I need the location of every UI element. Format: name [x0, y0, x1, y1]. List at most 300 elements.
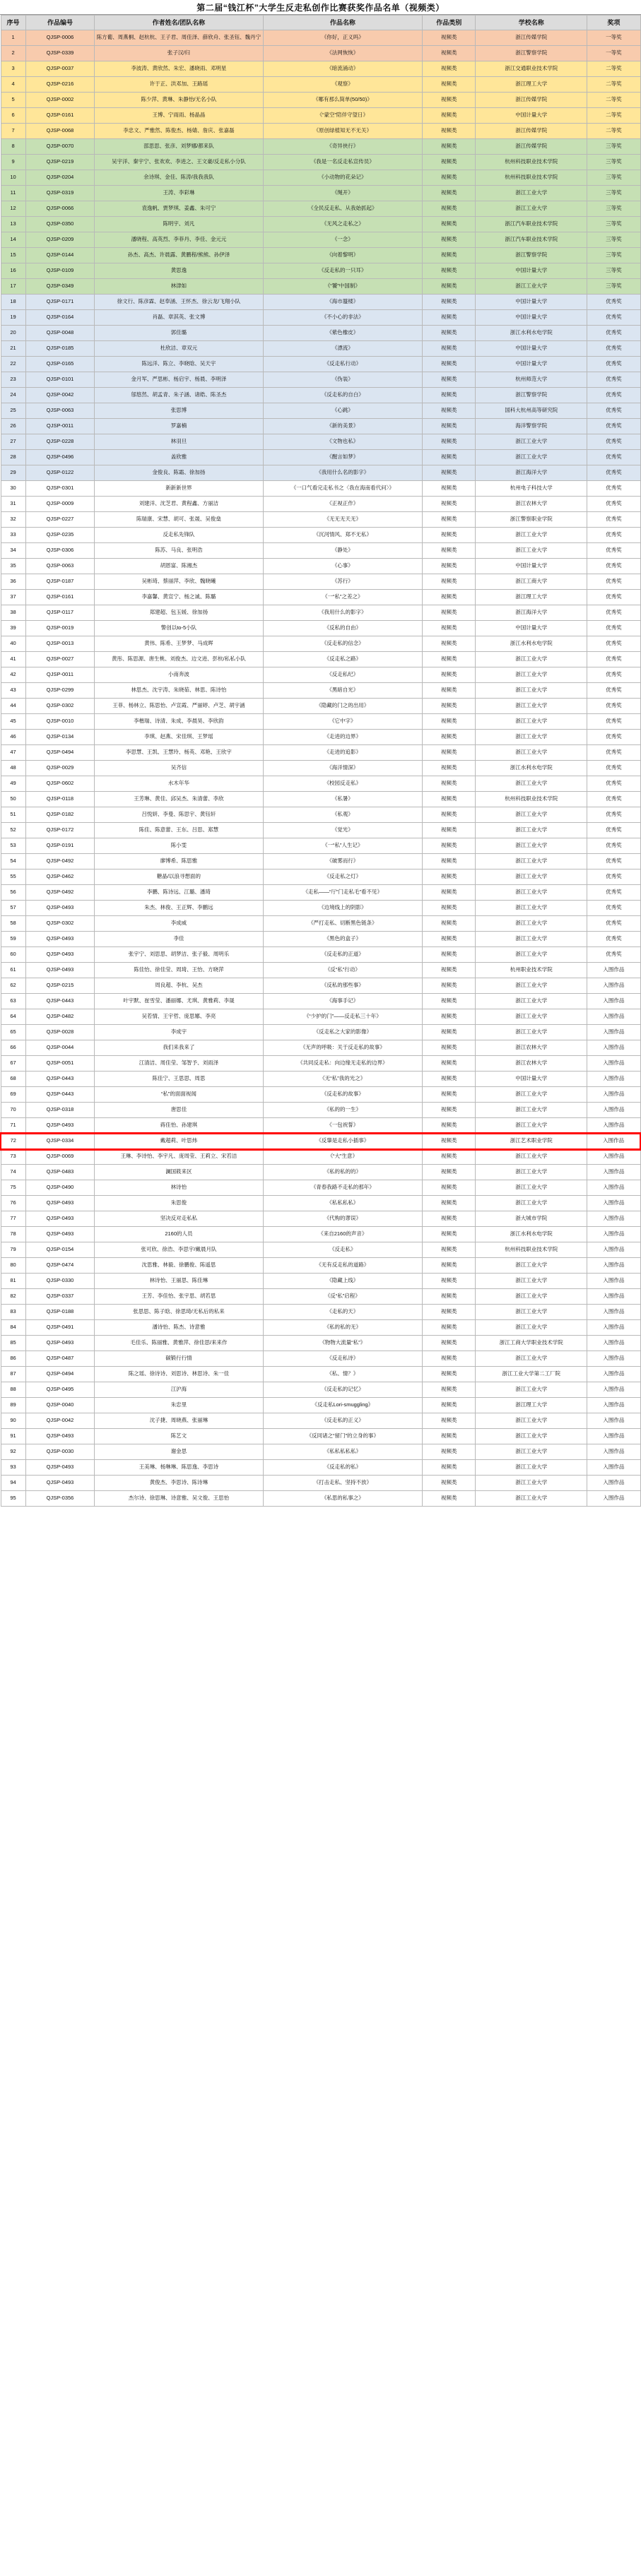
cell-seq: 82: [1, 1289, 25, 1305]
cell-school: 杭州科技职业技术学院: [476, 1242, 587, 1258]
cell-category: 视频类: [423, 1087, 476, 1103]
cell-school: 浙江水利水电学院: [476, 636, 587, 652]
cell-school: 浙江工业大学: [476, 1165, 587, 1180]
cell-authors: 廖博希、陈思雅: [95, 854, 263, 869]
cell-work: 《“大”生意》: [263, 1149, 423, 1165]
cell-authors: 陈佳、陈意蕾、王东、吕思、郑慧: [95, 823, 263, 838]
table-row: [1, 512, 640, 528]
cell-work: 《我是一名反走私宣传员》: [263, 155, 423, 170]
cell-code: QJSP-0302: [25, 699, 95, 714]
cell-category: 视频类: [423, 279, 476, 295]
cell-work: 《私的的一生》: [263, 1103, 423, 1118]
table-row: [1, 1305, 640, 1320]
table-row: [1, 139, 640, 155]
cell-award: 入围作品: [587, 1087, 640, 1103]
cell-authors: 蒋佳怡、孙建琪: [95, 1118, 263, 1134]
cell-seq: 49: [1, 776, 25, 792]
cell-work: 《无风之走私之》: [263, 217, 423, 232]
cell-work: 《法网恢恢》: [263, 46, 423, 61]
table-row: [1, 590, 640, 605]
cell-seq: 64: [1, 1009, 25, 1025]
cell-code: QJSP-0109: [25, 263, 95, 279]
cell-code: QJSP-0144: [25, 248, 95, 263]
table-row: [1, 901, 640, 916]
cell-category: 视频类: [423, 341, 476, 357]
cell-category: 视频类: [423, 481, 476, 497]
cell-work: 《奇异侠行》: [263, 139, 423, 155]
cell-seq: 52: [1, 823, 25, 838]
cell-authors: 朱忠里: [95, 1398, 263, 1413]
cell-work: 《无有反走私的道路》: [263, 1258, 423, 1274]
cell-award: 入围作品: [587, 1056, 640, 1072]
cell-category: 视频类: [423, 139, 476, 155]
cell-school: 浙江工业大学: [476, 543, 587, 559]
cell-work: 《反私的那些事》: [263, 978, 423, 994]
cell-school: 浙江工业大学: [476, 1320, 587, 1336]
cell-school: 浙江工业大学: [476, 1460, 587, 1476]
table-header-row: [1, 16, 640, 30]
cell-work: 《反走私行动》: [263, 357, 423, 372]
cell-category: 视频类: [423, 201, 476, 217]
cell-code: QJSP-0042: [25, 1413, 95, 1429]
cell-work: 《我用什么的影字》: [263, 605, 423, 621]
cell-category: 视频类: [423, 1382, 476, 1398]
cell-award: 优秀奖: [587, 357, 640, 372]
cell-school: 浙江工业大学: [476, 854, 587, 869]
cell-code: QJSP-0011: [25, 667, 95, 683]
cell-category: 视频类: [423, 792, 476, 807]
cell-school: 浙江工业大学: [476, 932, 587, 947]
cell-code: QJSP-0048: [25, 326, 95, 341]
table-row: [1, 932, 640, 947]
cell-award: 优秀奖: [587, 543, 640, 559]
table-row: [1, 1087, 640, 1103]
cell-code: QJSP-0301: [25, 481, 95, 497]
cell-category: 视频类: [423, 1305, 476, 1320]
cell-work: 《反同诸之“留门”的立身的事》: [263, 1429, 423, 1444]
cell-award: 入围作品: [587, 1320, 640, 1336]
col-header-school: 学校名称: [476, 16, 587, 30]
cell-seq: 88: [1, 1382, 25, 1398]
cell-code: QJSP-0216: [25, 77, 95, 93]
table-row: [1, 1320, 640, 1336]
cell-category: 视频类: [423, 776, 476, 792]
cell-award: 优秀奖: [587, 341, 640, 357]
cell-code: QJSP-0339: [25, 46, 95, 61]
cell-authors: 吴若情、王宇哲、庞思娜、李亮: [95, 1009, 263, 1025]
cell-code: QJSP-0028: [25, 1025, 95, 1040]
cell-code: QJSP-0493: [25, 1336, 95, 1351]
cell-seq: 53: [1, 838, 25, 854]
cell-seq: 32: [1, 512, 25, 528]
cell-category: 视频类: [423, 326, 476, 341]
cell-authors: 李成威: [95, 916, 263, 932]
cell-award: 入围作品: [587, 1413, 640, 1429]
cell-award: 入围作品: [587, 1351, 640, 1367]
cell-authors: 警创以to-5小队: [95, 621, 263, 636]
cell-school: 浙江工业大学: [476, 730, 587, 745]
cell-award: 三等奖: [587, 232, 640, 248]
cell-seq: 16: [1, 263, 25, 279]
cell-seq: 84: [1, 1320, 25, 1336]
cell-award: 优秀奖: [587, 932, 640, 947]
cell-award: 优秀奖: [587, 885, 640, 901]
table-row: [1, 93, 640, 108]
cell-work: 《全民反走私、从我始抓起》: [263, 201, 423, 217]
cell-award: 优秀奖: [587, 372, 640, 388]
cell-award: 入围作品: [587, 1274, 640, 1289]
cell-authors: 王菲、杨林立、陈思怡、卢宣霞、严丽婷、卢芝、胡宇涵: [95, 699, 263, 714]
cell-school: 浙江工业大学: [476, 807, 587, 823]
cell-award: 优秀奖: [587, 792, 640, 807]
cell-seq: 22: [1, 357, 25, 372]
cell-award: 二等奖: [587, 124, 640, 139]
cell-authors: 李忠文、严雅然、陈俊杰、杨婧、詹庆、张嘉磊: [95, 124, 263, 139]
cell-category: 视频类: [423, 823, 476, 838]
cell-work: 《私私私私》: [263, 1196, 423, 1211]
cell-work: 《无无无天无》: [263, 512, 423, 528]
cell-work: 《共同反走私：向边缘无走私的边界》: [263, 1056, 423, 1072]
cell-seq: 92: [1, 1444, 25, 1460]
cell-authors: 朱杰、林俊、王正辉、李鹏远: [95, 901, 263, 916]
table-row: [1, 559, 640, 574]
table-row: [1, 745, 640, 761]
cell-award: 入围作品: [587, 1460, 640, 1476]
cell-seq: 7: [1, 124, 25, 139]
cell-category: 视频类: [423, 77, 476, 93]
cell-school: 浙江工商大学: [476, 574, 587, 590]
cell-code: QJSP-0491: [25, 1320, 95, 1336]
cell-work: 《苏行》: [263, 574, 423, 590]
cell-school: 浙江传媒学院: [476, 124, 587, 139]
cell-school: 浙江工业大学: [476, 1149, 587, 1165]
table-row: [1, 248, 640, 263]
cell-award: 入围作品: [587, 1476, 640, 1491]
cell-award: 优秀奖: [587, 295, 640, 310]
cell-category: 视频类: [423, 714, 476, 730]
table-row: [1, 1211, 640, 1227]
table-row: [1, 1367, 640, 1382]
table-row: [1, 1227, 640, 1242]
cell-school: 浙江工业大学: [476, 947, 587, 963]
cell-work: 《黑暗自光》: [263, 683, 423, 699]
cell-seq: 93: [1, 1460, 25, 1476]
cell-work: 《走私的天》: [263, 1305, 423, 1320]
cell-work: 《一口气看完走私书之〈我在海南看代问〉》: [263, 481, 423, 497]
cell-code: QJSP-0443: [25, 994, 95, 1009]
cell-work: 《校园反走私》: [263, 776, 423, 792]
cell-seq: 89: [1, 1398, 25, 1413]
cell-category: 视频类: [423, 61, 476, 77]
cell-award: 优秀奖: [587, 326, 640, 341]
cell-authors: 孙杰、高杰、许晨露、黄鹏程/熊熊、孙伊泽: [95, 248, 263, 263]
cell-seq: 68: [1, 1072, 25, 1087]
cell-work: 《隐藏的门之的出用》: [263, 699, 423, 714]
table-row: [1, 1103, 640, 1118]
cell-code: QJSP-0493: [25, 1196, 95, 1211]
cell-award: 三等奖: [587, 155, 640, 170]
cell-category: 视频类: [423, 1258, 476, 1274]
cell-seq: 58: [1, 916, 25, 932]
cell-seq: 79: [1, 1242, 25, 1258]
cell-seq: 1: [1, 30, 25, 46]
cell-code: QJSP-0134: [25, 730, 95, 745]
cell-school: 浙江工业大学: [476, 1196, 587, 1211]
cell-seq: 39: [1, 621, 25, 636]
cell-award: 优秀奖: [587, 838, 640, 854]
table-row: [1, 310, 640, 326]
cell-work: 《私、情？》: [263, 1367, 423, 1382]
cell-authors: 碳锻行行情: [95, 1351, 263, 1367]
table-row: [1, 1196, 640, 1211]
cell-category: 视频类: [423, 621, 476, 636]
cell-work: 《哪有那么简单(50/50)》: [263, 93, 423, 108]
cell-school: 浙江工业大学: [476, 1305, 587, 1320]
cell-code: QJSP-0306: [25, 543, 95, 559]
cell-work: 《你好，正义吗》: [263, 30, 423, 46]
cell-school: 浙江工业大学: [476, 528, 587, 543]
cell-award: 优秀奖: [587, 916, 640, 932]
cell-seq: 21: [1, 341, 25, 357]
cell-work: 《海事手记》: [263, 994, 423, 1009]
cell-award: 优秀奖: [587, 776, 640, 792]
table-row: [1, 1491, 640, 1507]
cell-authors: 张思思、陈子晗、徐思琦/无私后的私来: [95, 1305, 263, 1320]
cell-code: QJSP-0204: [25, 170, 95, 186]
cell-work: 《反走私之灯》: [263, 869, 423, 885]
cell-seq: 12: [1, 201, 25, 217]
cell-school: 浙江工业大学: [476, 838, 587, 854]
cell-seq: 94: [1, 1476, 25, 1491]
cell-work: 《青春我路不走私的那年》: [263, 1180, 423, 1196]
table-row: [1, 667, 640, 683]
cell-authors: 反走私先锋队: [95, 528, 263, 543]
cell-school: 浙江传媒学院: [476, 139, 587, 155]
cell-authors: 林诗怡、王丽思、陈佳琳: [95, 1274, 263, 1289]
cell-seq: 77: [1, 1211, 25, 1227]
cell-authors: 陈方葡、周燕桐、赵杭杭、王子君、周佳泽、薛欣舟、张圣钰、魏丹宁: [95, 30, 263, 46]
cell-work: 《海市蜃楼》: [263, 295, 423, 310]
cell-award: 入围作品: [587, 1149, 640, 1165]
cell-seq: 59: [1, 932, 25, 947]
cell-category: 视频类: [423, 124, 476, 139]
cell-category: 视频类: [423, 1398, 476, 1413]
cell-seq: 5: [1, 93, 25, 108]
cell-category: 视频类: [423, 667, 476, 683]
table-row: [1, 1429, 640, 1444]
cell-code: QJSP-0493: [25, 947, 95, 963]
cell-award: 入围作品: [587, 1305, 640, 1320]
cell-authors: 徐文行、陈彦霖、赵奉涵、王怀杰、徐云龙/飞翔小队: [95, 295, 263, 310]
cell-category: 视频类: [423, 1149, 476, 1165]
cell-category: 视频类: [423, 93, 476, 108]
cell-code: QJSP-0228: [25, 434, 95, 450]
table-row: [1, 419, 640, 434]
cell-school: 海洋警察学院: [476, 419, 587, 434]
cell-award: 入围作品: [587, 1165, 640, 1180]
col-header-code: 作品编号: [25, 16, 95, 30]
cell-seq: 29: [1, 465, 25, 481]
cell-code: QJSP-0070: [25, 139, 95, 155]
cell-category: 视频类: [423, 838, 476, 854]
cell-work: 《打击走私、坚持不放》: [263, 1476, 423, 1491]
cell-authors: 杰尔诗、徐思琳、诗意雅、吴文俊、王思怡: [95, 1491, 263, 1507]
cell-code: QJSP-0299: [25, 683, 95, 699]
table-row: [1, 388, 640, 403]
cell-work: 《无“私”我的光之》: [263, 1072, 423, 1087]
cell-category: 视频类: [423, 1025, 476, 1040]
cell-work: 《绳开》: [263, 186, 423, 201]
cell-code: QJSP-0474: [25, 1258, 95, 1274]
table-row: [1, 636, 640, 652]
cell-code: QJSP-0165: [25, 357, 95, 372]
cell-school: 浙江工业大学: [476, 823, 587, 838]
table-row: [1, 621, 640, 636]
cell-code: QJSP-0493: [25, 1211, 95, 1227]
cell-category: 视频类: [423, 1040, 476, 1056]
table-row: [1, 714, 640, 730]
cell-category: 视频类: [423, 543, 476, 559]
cell-category: 视频类: [423, 1476, 476, 1491]
table-row: [1, 1009, 640, 1025]
cell-authors: 郭佳璐: [95, 326, 263, 341]
cell-seq: 67: [1, 1056, 25, 1072]
table-row: [1, 652, 640, 667]
cell-seq: 10: [1, 170, 25, 186]
cell-school: 浙江工业大学: [476, 1382, 587, 1398]
table-row: [1, 124, 640, 139]
table-row: [1, 186, 640, 201]
cell-work: 《原创绿植知无不无关》: [263, 124, 423, 139]
cell-award: 入围作品: [587, 1289, 640, 1305]
cell-seq: 73: [1, 1149, 25, 1165]
cell-school: 浙大城市学院: [476, 1211, 587, 1227]
table-row: [1, 403, 640, 419]
cell-award: 入围作品: [587, 1103, 640, 1118]
cell-authors: 金俊良、陈霜、徐加扬: [95, 465, 263, 481]
cell-work: 《一念》: [263, 232, 423, 248]
cell-award: 三等奖: [587, 263, 640, 279]
cell-authors: 罗嘉楠: [95, 419, 263, 434]
cell-seq: 45: [1, 714, 25, 730]
cell-category: 视频类: [423, 1103, 476, 1118]
cell-work: 《破雾而行》: [263, 854, 423, 869]
cell-work: 《不小心的非法》: [263, 310, 423, 326]
cell-code: QJSP-0171: [25, 295, 95, 310]
cell-seq: 24: [1, 388, 25, 403]
cell-authors: 沈思雅、林毅、徐鹏俊、陈遥思: [95, 1258, 263, 1274]
cell-work: 《觉光》: [263, 823, 423, 838]
cell-authors: 林羽旦: [95, 434, 263, 450]
cell-category: 视频类: [423, 761, 476, 776]
cell-authors: 吴齐信: [95, 761, 263, 776]
cell-award: 入围作品: [587, 1336, 640, 1351]
table-row: [1, 1382, 640, 1398]
cell-award: 优秀奖: [587, 310, 640, 326]
cell-award: 入围作品: [587, 1258, 640, 1274]
cell-category: 视频类: [423, 217, 476, 232]
cell-category: 视频类: [423, 947, 476, 963]
cell-code: QJSP-0495: [25, 1382, 95, 1398]
cell-work: 《伪装》: [263, 372, 423, 388]
cell-school: 杭州科技职业技术学院: [476, 155, 587, 170]
cell-authors: 李成宇: [95, 1025, 263, 1040]
cell-work: 《新的美景》: [263, 419, 423, 434]
cell-award: 优秀奖: [587, 419, 640, 434]
cell-seq: 17: [1, 279, 25, 295]
cell-category: 视频类: [423, 310, 476, 326]
cell-award: 三等奖: [587, 279, 640, 295]
cell-school: 杭州电子科技大学: [476, 481, 587, 497]
cell-school: 浙江工业大学: [476, 885, 587, 901]
cell-school: 浙江警察学院: [476, 388, 587, 403]
cell-category: 视频类: [423, 450, 476, 465]
cell-authors: 王琳、李诗怡、李宇凡、庞周莹、王莉立、宋若洁: [95, 1149, 263, 1165]
cell-work: 《反肇是走私小插事》: [263, 1134, 423, 1149]
col-header-award: 奖项: [587, 16, 640, 30]
cell-category: 视频类: [423, 745, 476, 761]
cell-code: QJSP-0013: [25, 636, 95, 652]
cell-authors: 黄彤、陈思源、唐生桃、刘俊杰、边文进、彭杭/私私小队: [95, 652, 263, 667]
cell-school: 浙江工业大学第二工厂院: [476, 1367, 587, 1382]
cell-authors: 叶宇默、崔雪莹、潘丽娜、尤琪、黄雅莉、李晟: [95, 994, 263, 1009]
table-row: [1, 823, 640, 838]
cell-category: 视频类: [423, 465, 476, 481]
cell-code: QJSP-0117: [25, 605, 95, 621]
cell-school: 浙江工业大学: [476, 869, 587, 885]
cell-category: 视频类: [423, 528, 476, 543]
cell-seq: 31: [1, 497, 25, 512]
cell-code: QJSP-0219: [25, 155, 95, 170]
cell-category: 视频类: [423, 1413, 476, 1429]
cell-category: 视频类: [423, 590, 476, 605]
cell-work: 《反走私之路》: [263, 652, 423, 667]
table-row: [1, 450, 640, 465]
cell-code: QJSP-0443: [25, 1072, 95, 1087]
table-row: [1, 792, 640, 807]
cell-work: 《反走私的记忆》: [263, 1382, 423, 1398]
cell-category: 视频类: [423, 699, 476, 714]
cell-authors: 2160的人员: [95, 1227, 263, 1242]
cell-seq: 37: [1, 590, 25, 605]
cell-code: QJSP-0188: [25, 1305, 95, 1320]
cell-award: 入围作品: [587, 1227, 640, 1242]
table-row: [1, 947, 640, 963]
table-row: [1, 1444, 640, 1460]
cell-code: QJSP-0011: [25, 419, 95, 434]
cell-authors: 许于正、洪邓加、王路瑶: [95, 77, 263, 93]
cell-award: 优秀奖: [587, 481, 640, 497]
table-row: [1, 1149, 640, 1165]
cell-code: QJSP-0118: [25, 792, 95, 807]
cell-school: 浙江工业大学: [476, 1180, 587, 1196]
cell-code: QJSP-0042: [25, 388, 95, 403]
cell-category: 视频类: [423, 186, 476, 201]
cell-award: 二等奖: [587, 77, 640, 93]
cell-award: 入围作品: [587, 1025, 640, 1040]
table-row: [1, 1460, 640, 1476]
cell-code: QJSP-0235: [25, 528, 95, 543]
cell-seq: 61: [1, 963, 25, 978]
cell-work: 《反走私的信念》: [263, 636, 423, 652]
cell-seq: 71: [1, 1118, 25, 1134]
cell-authors: 吕悦妍、李曼、陈思宇、黄钰轩: [95, 807, 263, 823]
table-row: [1, 916, 640, 932]
cell-seq: 70: [1, 1103, 25, 1118]
cell-award: 优秀奖: [587, 559, 640, 574]
cell-award: 入围作品: [587, 1118, 640, 1134]
cell-work: 《物物大流量“私”》: [263, 1336, 423, 1351]
